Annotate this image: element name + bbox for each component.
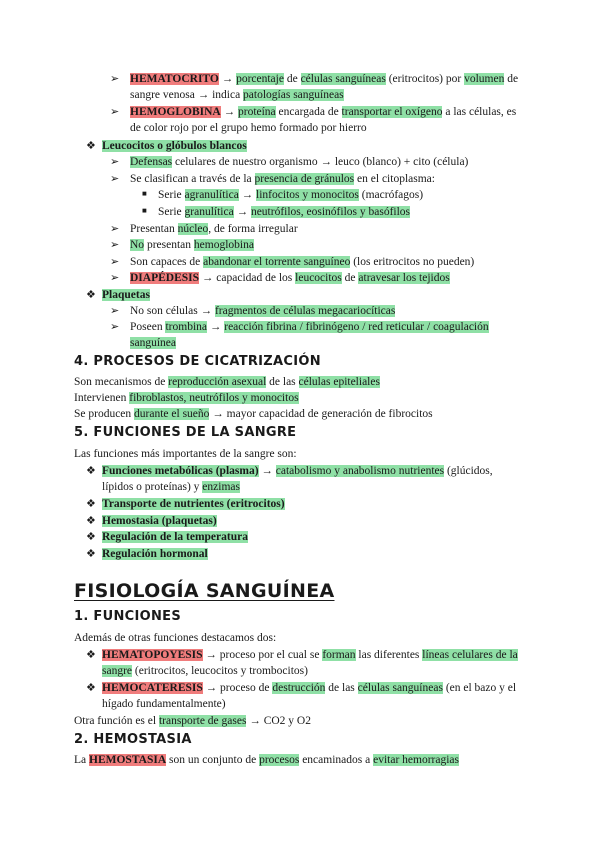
- list-heading: [102, 138, 247, 154]
- text-line: [130, 71, 518, 87]
- green-highlight-text: durante el sueño: [134, 408, 210, 420]
- text-line: [74, 446, 297, 462]
- text-line: [102, 680, 516, 696]
- green-highlight-text: enzimas: [202, 481, 240, 493]
- green-highlight-text: destrucción: [272, 682, 326, 694]
- text-segment: hígado fundamentalmente): [102, 698, 226, 710]
- green-highlight-text: Leucocitos o glóbulos blancos: [102, 140, 247, 152]
- section-heading: [74, 425, 296, 440]
- diamond-bullet-icon: ❖: [86, 498, 96, 510]
- text-segment: de: [504, 73, 519, 85]
- green-highlight-text: transportar el oxígeno: [341, 106, 443, 118]
- green-highlight-text: catabolismo y anabolismo nutrientes: [275, 465, 445, 477]
- green-highlight-text: sangre: [102, 665, 133, 677]
- text-segment: (en el bazo y el: [442, 682, 517, 694]
- arrow-bullet-icon: ➢: [110, 305, 120, 317]
- text-line: [130, 319, 489, 335]
- text-line: [130, 254, 474, 270]
- text-segment: Se producen: [74, 408, 135, 420]
- green-highlight-text: células sanguíneas: [300, 73, 386, 85]
- page-title: [74, 580, 335, 602]
- green-highlight-text: porcentaje: [236, 73, 284, 85]
- text-segment: Además de otras funciones destacamos dos:: [74, 632, 277, 644]
- text-segment: 2. HEMOSTASIA: [74, 732, 192, 747]
- green-highlight-text: células epiteliales: [298, 376, 380, 388]
- text-segment: (eritrocitos, leucocitos y trombocitos): [132, 665, 308, 677]
- green-highlight-text: abandonar el torrente sanguíneo: [203, 256, 351, 268]
- arrow-bullet-icon: ➢: [110, 239, 120, 251]
- text-line: [102, 463, 493, 479]
- text-segment: No son células →: [130, 305, 215, 317]
- green-highlight-text: No: [130, 239, 145, 251]
- text-line: [74, 752, 459, 768]
- text-line: [102, 479, 240, 495]
- text-line: [102, 546, 208, 562]
- text-line: [102, 663, 308, 679]
- red-highlight-term: HEMOSTASIA: [89, 754, 167, 766]
- square-bullet-icon: ■: [142, 189, 147, 198]
- green-highlight-text: agranulítica: [184, 189, 239, 201]
- section-heading: [74, 354, 321, 369]
- text-line: [102, 496, 285, 512]
- text-segment: Son mecanismos de: [74, 376, 169, 388]
- red-highlight-term: HEMOCATERESIS: [102, 682, 203, 694]
- text-segment: de las: [325, 682, 358, 694]
- red-highlight-term: HEMATOPOYESIS: [102, 649, 203, 661]
- diamond-bullet-icon: ❖: [86, 531, 96, 543]
- text-segment: (macrófagos): [358, 189, 424, 201]
- green-highlight-text: Transporte de nutrientes (eritrocitos): [102, 498, 285, 510]
- diamond-bullet-icon: ❖: [86, 289, 96, 301]
- section-heading: [74, 609, 181, 624]
- text-line: [74, 713, 311, 729]
- text-line: [74, 390, 299, 406]
- text-line: [130, 237, 254, 253]
- diamond-bullet-icon: ❖: [86, 140, 96, 152]
- text-line: [130, 120, 367, 136]
- green-highlight-text: granulítica: [184, 206, 234, 218]
- text-segment: 4. PROCESOS DE CICATRIZACIÓN: [74, 354, 321, 369]
- diamond-bullet-icon: ❖: [86, 548, 96, 560]
- arrow-bullet-icon: ➢: [110, 272, 120, 284]
- green-highlight-text: leucocitos: [295, 272, 342, 284]
- green-highlight-text: Funciones metabólicas (plasma): [102, 465, 259, 477]
- text-segment: →: [218, 73, 237, 85]
- green-highlight-text: evitar hemorragias: [373, 754, 459, 766]
- text-line: [130, 87, 344, 103]
- text-line: [74, 374, 380, 390]
- text-segment: →: [238, 189, 257, 201]
- text-segment: de: [341, 272, 359, 284]
- green-highlight-text: Defensas: [130, 156, 173, 168]
- text-line: [130, 335, 176, 351]
- green-highlight-text: núcleo: [177, 223, 209, 235]
- text-segment: Se clasifican a través de la: [130, 173, 255, 185]
- green-highlight-text: Plaquetas: [102, 289, 150, 301]
- green-highlight-text: Regulación de la temperatura: [102, 531, 248, 543]
- green-highlight-text: reacción fibrina / fibrinógeno / red reticular / coagulación: [224, 321, 489, 333]
- text-segment: → CO2 y O2: [246, 715, 311, 727]
- text-segment: Las funciones más importantes de la sangre son:: [74, 448, 297, 460]
- text-line: [130, 303, 395, 319]
- text-segment: de: [283, 73, 301, 85]
- text-line: [130, 221, 298, 237]
- text-segment: → proceso por el cual se: [202, 649, 323, 661]
- arrow-bullet-icon: ➢: [110, 73, 120, 85]
- text-segment: sangre venosa → indica: [130, 89, 244, 101]
- text-segment: (los eritrocitos no pueden): [350, 256, 475, 268]
- text-segment: Son capaces de: [130, 256, 204, 268]
- red-highlight-term: DIAPÉDESIS: [130, 272, 200, 284]
- text-segment: → mayor capacidad de generación de fibrocitos: [209, 408, 433, 420]
- green-highlight-text: Regulación hormonal: [102, 548, 208, 560]
- text-segment: presentan: [144, 239, 194, 251]
- text-line: [74, 406, 433, 422]
- text-segment: encaminados a: [299, 754, 374, 766]
- arrow-bullet-icon: ➢: [110, 223, 120, 235]
- green-highlight-text: procesos: [259, 754, 300, 766]
- arrow-bullet-icon: ➢: [110, 106, 120, 118]
- text-segment: encargada de: [275, 106, 342, 118]
- text-segment: FISIOLOGÍA SANGUÍNEA: [74, 580, 335, 602]
- green-highlight-text: trombina: [165, 321, 207, 333]
- text-segment: Poseen: [130, 321, 166, 333]
- text-line: [102, 696, 226, 712]
- green-highlight-text: líneas celulares de la: [422, 649, 518, 661]
- text-line: [74, 630, 276, 646]
- text-line: [102, 513, 217, 529]
- green-highlight-text: fragmentos de células megacariocíticas: [214, 305, 396, 317]
- text-line: [158, 204, 410, 220]
- diamond-bullet-icon: ❖: [86, 465, 96, 477]
- arrow-bullet-icon: ➢: [110, 256, 120, 268]
- text-segment: →: [207, 321, 225, 333]
- text-segment: a las células, es: [442, 106, 517, 118]
- green-highlight-text: hemoglobina: [193, 239, 254, 251]
- text-segment: →: [258, 465, 276, 477]
- green-highlight-text: fibroblastos, neutrófilos y monocitos: [129, 392, 299, 404]
- text-segment: →: [220, 106, 238, 118]
- text-line: [102, 529, 248, 545]
- green-highlight-text: sanguínea: [130, 337, 176, 349]
- text-segment: Serie: [158, 206, 185, 218]
- text-line: [130, 171, 435, 187]
- text-segment: (glúcidos,: [444, 465, 493, 477]
- diamond-bullet-icon: ❖: [86, 649, 96, 661]
- text-segment: →: [233, 206, 251, 218]
- text-segment: Presentan: [130, 223, 178, 235]
- text-segment: celulares de nuestro organismo → leuco (blanco) + cito (célula): [172, 156, 469, 168]
- green-highlight-text: linfocitos y monocitos: [256, 189, 359, 201]
- text-line: [130, 154, 468, 170]
- text-segment: → capacidad de los: [199, 272, 296, 284]
- diamond-bullet-icon: ❖: [86, 515, 96, 527]
- text-segment: en el citoplasma:: [354, 173, 435, 185]
- text-line: [130, 270, 450, 286]
- green-highlight-text: presencia de gránulos: [254, 173, 355, 185]
- text-segment: → proceso de: [202, 682, 273, 694]
- green-highlight-text: células sanguíneas: [357, 682, 443, 694]
- text-segment: , de forma irregular: [208, 223, 298, 235]
- text-segment: de las: [266, 376, 299, 388]
- green-highlight-text: proteína: [237, 106, 276, 118]
- red-highlight-term: HEMOGLOBINA: [130, 106, 221, 118]
- text-line: [158, 187, 423, 203]
- text-segment: Serie: [158, 189, 185, 201]
- green-highlight-text: volumen: [464, 73, 505, 85]
- red-highlight-term: HEMATOCRITO: [130, 73, 219, 85]
- square-bullet-icon: ■: [142, 206, 147, 215]
- text-line: [130, 104, 516, 120]
- green-highlight-text: atravesar los tejidos: [358, 272, 450, 284]
- arrow-bullet-icon: ➢: [110, 321, 120, 333]
- text-segment: 1. FUNCIONES: [74, 609, 181, 624]
- text-segment: Intervienen: [74, 392, 130, 404]
- arrow-bullet-icon: ➢: [110, 156, 120, 168]
- text-segment: 5. FUNCIONES DE LA SANGRE: [74, 425, 297, 440]
- text-segment: son un conjunto de: [166, 754, 260, 766]
- text-segment: las diferentes: [355, 649, 423, 661]
- green-highlight-text: Hemostasia (plaquetas): [102, 515, 217, 527]
- text-segment: lípidos o proteínas) y: [102, 481, 203, 493]
- text-segment: (eritrocitos) por: [385, 73, 465, 85]
- green-highlight-text: patologías sanguíneas: [243, 89, 344, 101]
- text-line: [102, 647, 518, 663]
- green-highlight-text: reproducción asexual: [168, 376, 267, 388]
- list-heading: [102, 287, 150, 303]
- section-heading: [74, 732, 192, 747]
- text-segment: La: [74, 754, 90, 766]
- text-segment: de color rojo por el grupo hemo formado por hierro: [130, 122, 367, 134]
- green-highlight-text: forman: [322, 649, 356, 661]
- diamond-bullet-icon: ❖: [86, 682, 96, 694]
- green-highlight-text: neutrófilos, eosinófilos y basófilos: [250, 206, 411, 218]
- arrow-bullet-icon: ➢: [110, 173, 120, 185]
- green-highlight-text: transporte de gases: [158, 715, 247, 727]
- text-segment: Otra función es el: [74, 715, 159, 727]
